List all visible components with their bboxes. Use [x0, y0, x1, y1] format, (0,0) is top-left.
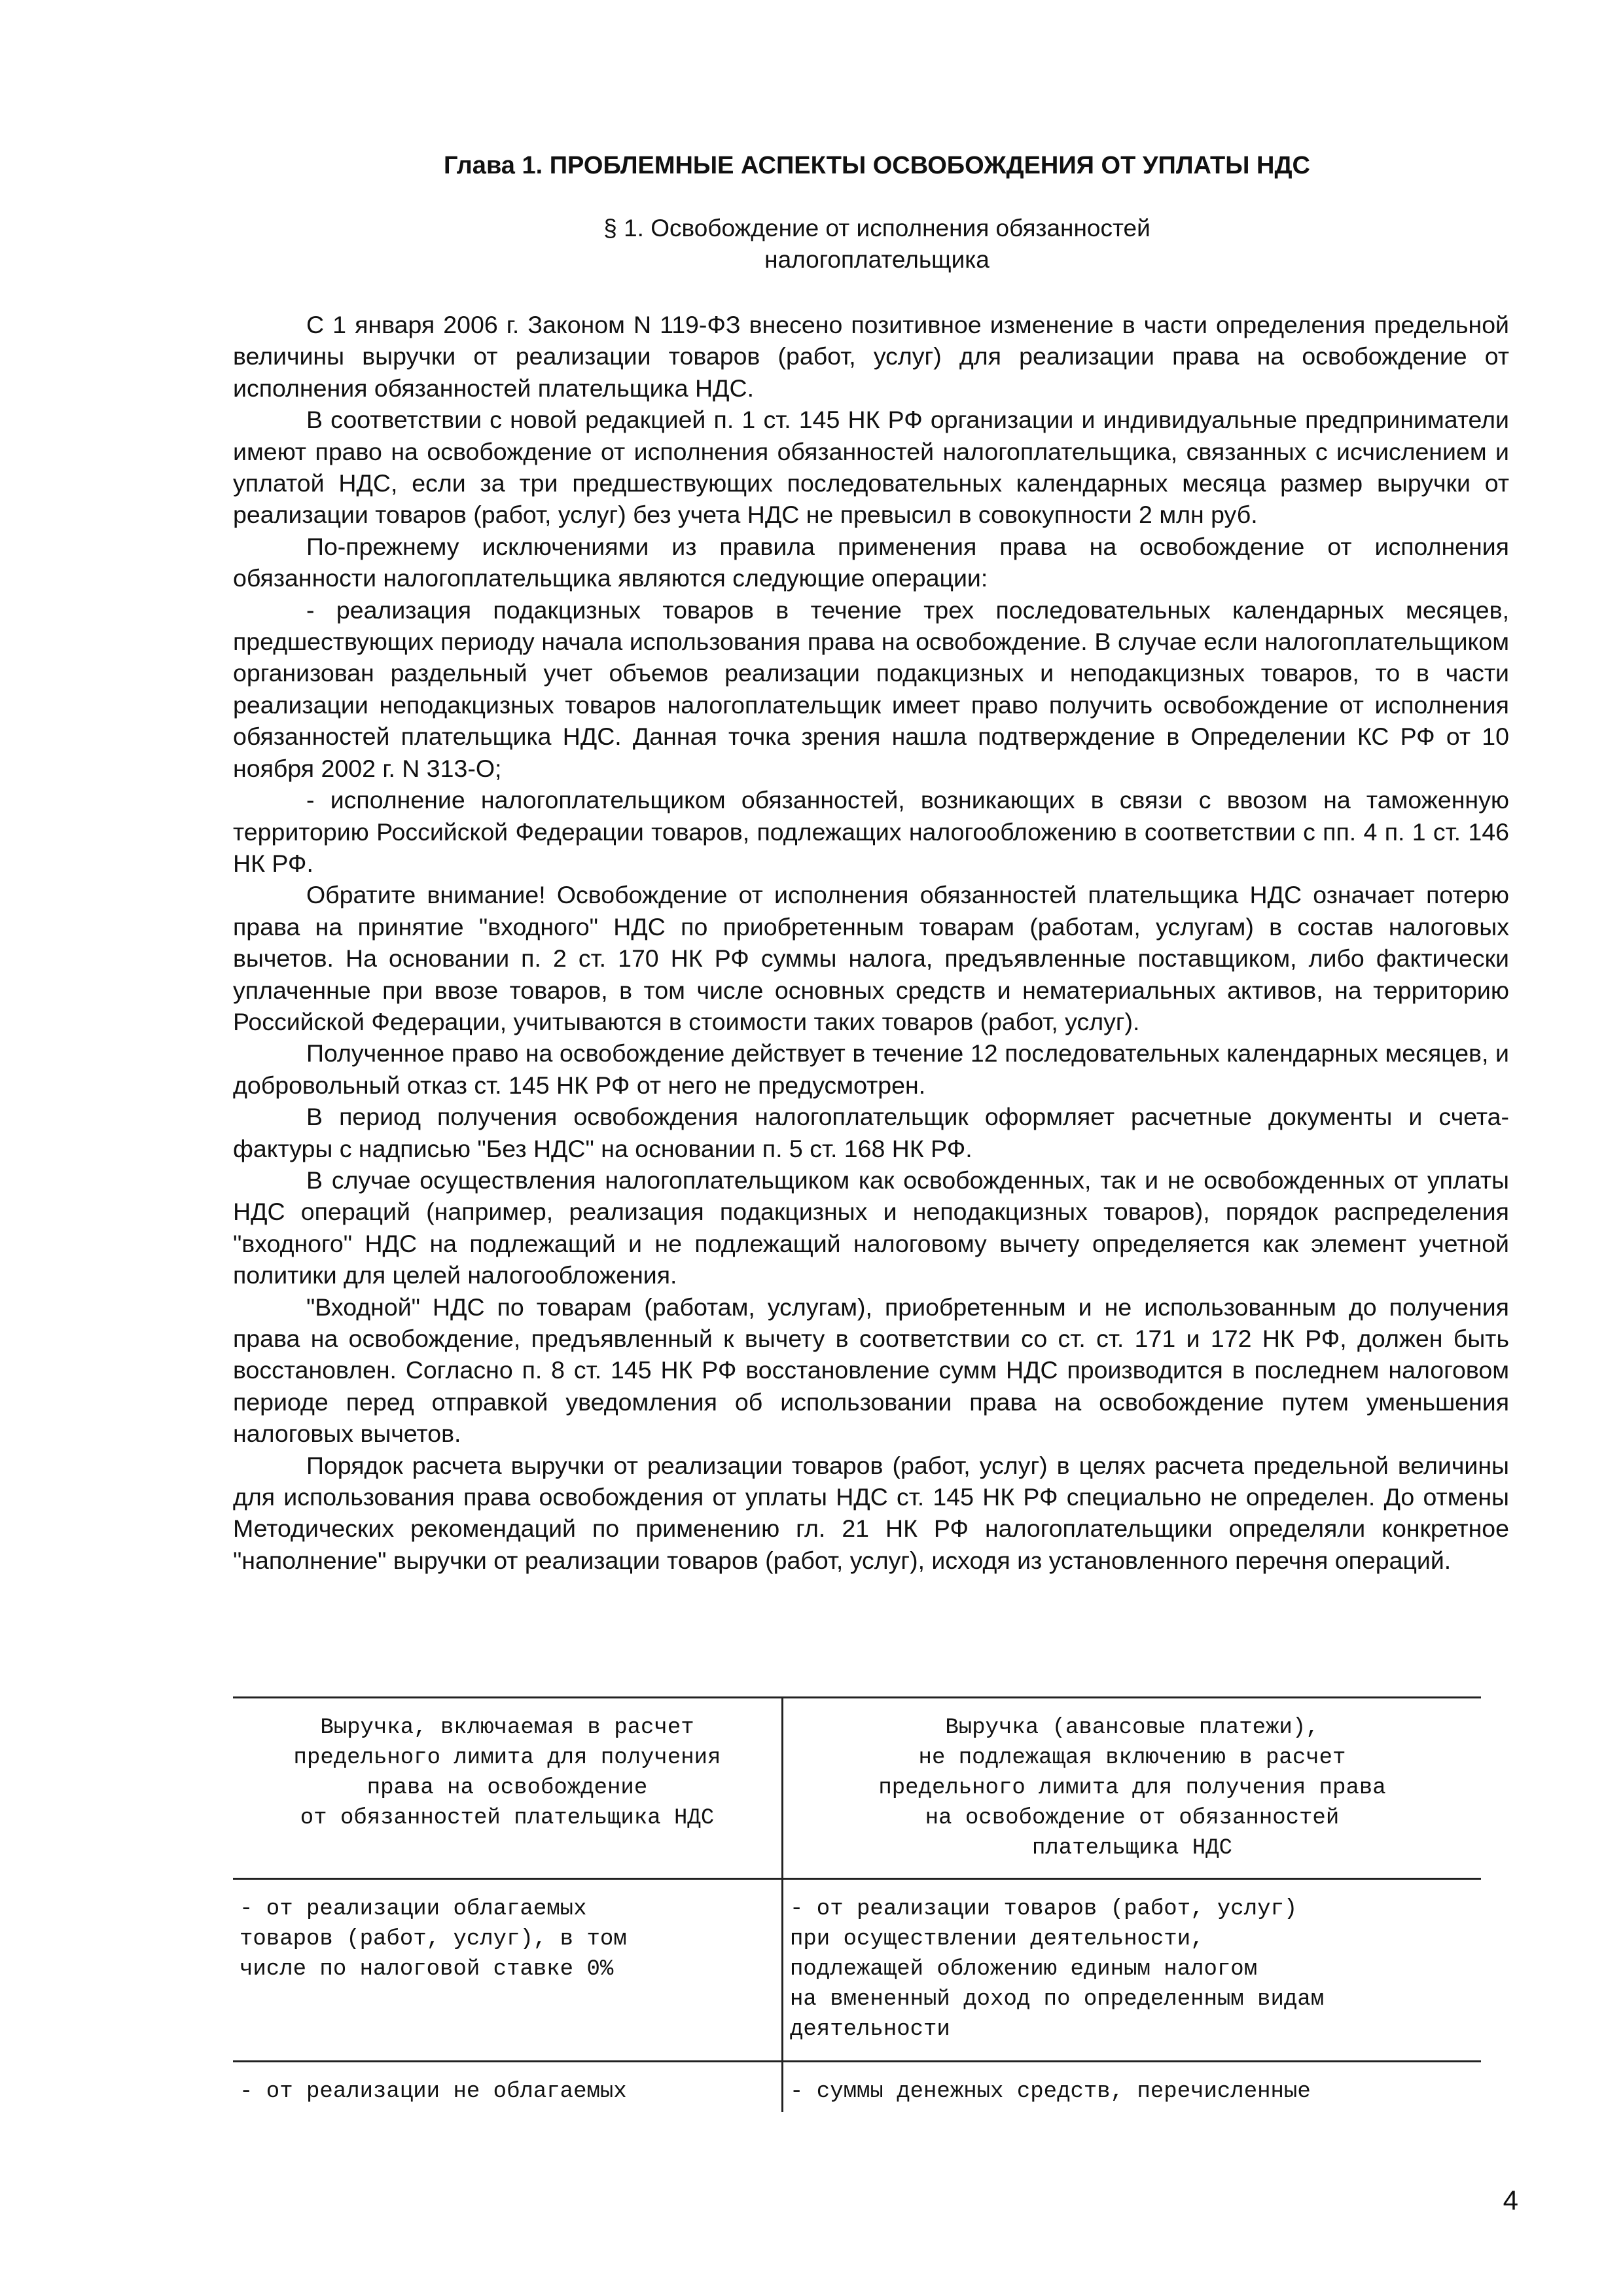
- paragraph: В случае осуществления налогоплательщиком как освобожденных, так и не освобожденных от уплаты НДС операций (например, реализация подакцизных и неподакцизных товаров), порядок распределения "входного" НДС на подлежащий и не подлежащий налоговому вычету определяется как элемент учетной политики для целей налогообложения.: [233, 1166, 1509, 1289]
- section-title: [366, 213, 1387, 276]
- table-cell-right-text: - от реализации товаров (работ, услуг) при осуществлении деятельности, подлежащей обложению единым налогом на вмененный доход по определенным видам деятельности: [790, 1897, 1325, 2042]
- page-number: 4: [1503, 2185, 1518, 2215]
- table-header-right-text: Выручка (авансовые платежи), не подлежащая включению в расчет предельного лимита для получения права на освобождение от обязанностей плательщика НДС: [878, 1715, 1386, 1861]
- table-cell-left: [233, 2062, 783, 2113]
- revenue-table: [233, 1696, 1463, 2112]
- paragraph: В период получения освобождения налогоплательщик оформляет расчетные документы и счета-фактуры с надписью "Без НДС" на основании п. 5 ст. 168 НК РФ.: [233, 1103, 1509, 1162]
- paragraph: Обратите внимание! Освобождение от исполнения обязанностей плательщика НДС означает потерю права на принятие "входного" НДС по приобретенным товарам (работам, услугам) в состав налоговых вычетов. На основании п. 2 ст. 170 НК РФ суммы налога, предъявленные поставщиком, либо фактически уплаченные при ввозе товаров, в том числе основных средств и нематериальных активов, на территорию Российской Федерации, учитываются в стоимости таких товаров (работ, услуг).: [233, 881, 1509, 1035]
- paragraph: С 1 января 2006 г. Законом N 119-ФЗ внесено позитивное изменение в части определения предельной величины выручки от реализации товаров (работ, услуг) для реализации права на освобождение от исполнения обязанностей плательщика НДС.: [233, 311, 1509, 402]
- paragraph: - реализация подакцизных товаров в течение трех последовательных календарных месяцев, предшествующих периоду начала использования права на освобождение. В случае если налогоплательщиком организован раздельный учет объемов реализации подакцизных и неподакцизных товаров, то в части реализации неподакцизных товаров налогоплательщик имеет право получить освобождение от исполнения обязанностей плательщика НДС. Данная точка зрения нашла подтверждение в Определении КС РФ от 10 ноября 2002 г. N 313-О;: [233, 596, 1509, 782]
- table-header-left-text: Выручка, включаемая в расчет предельного лимита для получения права на освобождение от обязанностей плательщика НДС: [293, 1715, 721, 1831]
- table-header-right: [783, 1698, 1482, 1879]
- table-row: [233, 2062, 1481, 2113]
- table-cell-left: [233, 1879, 783, 2062]
- table-cell-left-text: - от реализации не облагаемых: [240, 2079, 627, 2104]
- paragraph: По-прежнему исключениями из правила применения права на освобождение от исполнения обязанности налогоплательщика являются следующие операции:: [233, 532, 1509, 592]
- table-cell-left-text: - от реализации облагаемых товаров (работ, услуг), в том числе по налоговой ставке 0%: [240, 1897, 627, 1982]
- section-title-line1: § 1. Освобождение от исполнения обязанностей: [603, 215, 1150, 242]
- table-cell-right: [783, 2062, 1482, 2113]
- table-row: [233, 1879, 1481, 2062]
- table-header-left: [233, 1698, 783, 1879]
- section-title-line2: налогоплательщика: [764, 246, 990, 273]
- paragraph: Полученное право на освобождение действует в течение 12 последовательных календарных месяцев, и добровольный отказ ст. 145 НК РФ от него не предусмотрен.: [233, 1039, 1509, 1099]
- paragraph: Порядок расчета выручки от реализации товаров (работ, услуг) в целях расчета предельной величины для использования права освобождения от уплаты НДС ст. 145 НК РФ специально не определен. До отмены Методических рекомендаций по применению гл. 21 НК РФ налогоплательщики определяли конкретное "наполнение" выручки от реализации товаров (работ, услуг), исходя из установленного перечня операций.: [233, 1451, 1509, 1574]
- body-text: [233, 309, 1509, 1576]
- paragraph: В соответствии с новой редакцией п. 1 ст. 145 НК РФ организации и индивидуальные предприниматели имеют право на освобождение от исполнения обязанностей налогоплательщика, связанных с исчислением и уплатой НДС, если за три предшествующих последовательных календарных месяца размер выручки от реализации товаров (работ, услуг) без учета НДС не превысил в совокупности 2 млн руб.: [233, 406, 1509, 529]
- paragraph: "Входной" НДС по товарам (работам, услугам), приобретенным и не использованным до получения права на освобождение, предъявленный к вычету в соответствии со ст. ст. 171 и 172 НК РФ, должен быть восстановлен. Согласно п. 8 ст. 145 НК РФ восстановление сумм НДС производится в последнем налоговом периоде перед отправкой уведомления об использовании права на освобождение путем уменьшения налоговых вычетов.: [233, 1293, 1509, 1448]
- paragraph: - исполнение налогоплательщиком обязанностей, возникающих в связи с ввозом на таможенную территорию Российской Федерации товаров, подлежащих налогообложению в соответствии с пп. 4 п. 1 ст. 146 НК РФ.: [233, 786, 1509, 877]
- table-cell-right: [783, 1879, 1482, 2062]
- table-cell-right-text: - суммы денежных средств, перечисленные: [790, 2079, 1311, 2104]
- table-header-row: [233, 1698, 1481, 1879]
- chapter-title: Глава 1. ПРОБЛЕМНЫЕ АСПЕКТЫ ОСВОБОЖДЕНИЯ ОТ УПЛАТЫ НДС: [444, 152, 1310, 179]
